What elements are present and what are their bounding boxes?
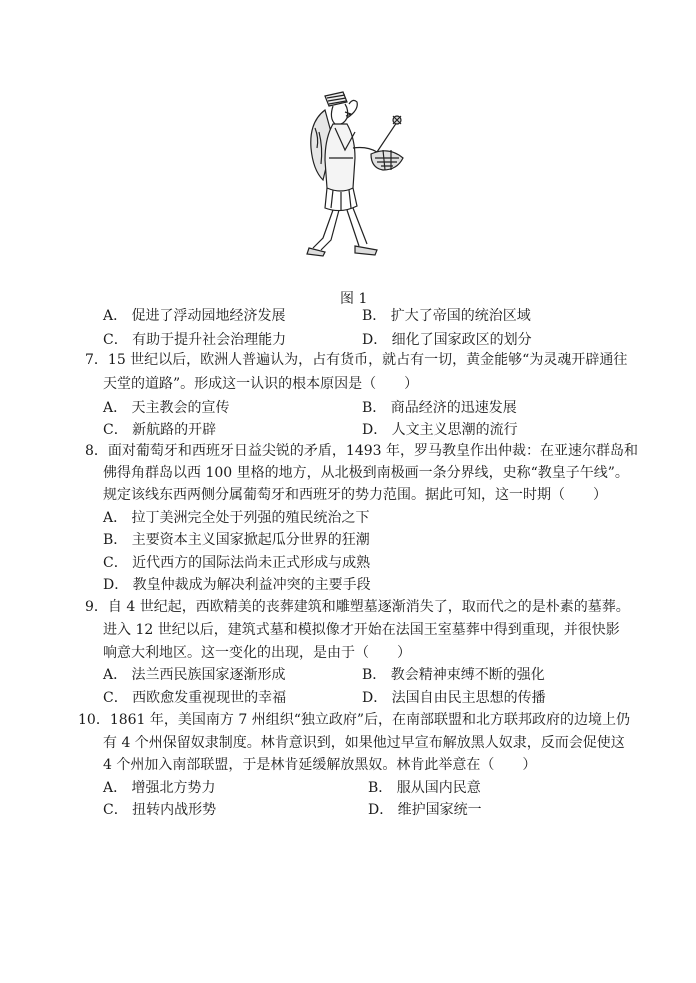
q7-option-d: D． 人文主义思潮的流行 (362, 422, 518, 438)
q9-stem-line-3: 响意大利地区。这一变化的出现，是由于（ ） (103, 645, 411, 661)
q9-stem-line-2: 进入 12 世纪以后，建筑式墓和模拟像才开始在法国王室墓葬中得到重现，并很快影 (103, 622, 620, 638)
q6-option-a: A． 促进了浮动园地经济发展 (103, 308, 286, 324)
q9-option-d: D． 法国自由民主思想的传播 (362, 690, 546, 706)
q8-option-a: A． 拉丁美洲完全处于列强的殖民统治之下 (103, 510, 370, 526)
q9-option-b: B． 教会精神束缚不断的强化 (362, 667, 545, 683)
q7-option-b: B． 商品经济的迅速发展 (362, 400, 517, 416)
q7-stem-line-1: 7．15 世纪以后，欧洲人普遍认为，占有货币，就占有一切，黄金能够“为灵魂开辟通往 (85, 352, 628, 368)
q9-stem-line-1: 9．自 4 世纪起，西欧精美的丧葬建筑和雕塑墓逐渐消失了，取而代之的是朴素的墓葬。 (85, 599, 630, 615)
q7-option-c: C． 新航路的开辟 (103, 422, 217, 438)
q10-option-c: C． 扭转内战形势 (103, 802, 217, 818)
q8-option-b: B． 主要资本主义国家掀起瓜分世界的狂潮 (103, 532, 370, 548)
q6-option-d: D． 细化了国家政区的划分 (362, 332, 532, 348)
figure-caption: 图 1 (340, 291, 368, 307)
q10-stem-line-2: 有 4 个州保留奴隶制度。林肯意识到，如果他过早宣布解放黑人奴隶，反而会促使这 (103, 735, 625, 751)
q10-stem-line-1: 10．1861 年，美国南方 7 州组织“独立政府”后，在南部联盟和北方联邦政府的边境上仍 (78, 712, 631, 728)
q8-option-c: C． 近代西方的国际法尚未正式形成与成熟 (103, 555, 371, 571)
q9-option-a: A． 法兰西民族国家逐渐形成 (103, 667, 286, 683)
q7-stem-line-2: 天堂的道路”。形成这一认识的根本原因是（ ） (103, 376, 419, 392)
q10-option-d: D． 维护国家统一 (368, 802, 482, 818)
aztec-figure-illustration (285, 88, 405, 266)
q6-option-c: C． 有助于提升社会治理能力 (103, 332, 287, 348)
q8-option-d: D． 教皇仲裁成为解决利益冲突的主要手段 (103, 577, 371, 593)
q10-option-a: A． 增强北方势力 (103, 780, 216, 796)
q6-option-b: B． 扩大了帝国的统治区域 (362, 308, 531, 324)
q8-stem-line-2: 佛得角群岛以西 100 里格的地方，从北极到南极画一条分界线，史称“教皇子午线”。 (103, 465, 629, 481)
q9-option-c: C． 西欧愈发重视现世的幸福 (103, 690, 287, 706)
q7-option-a: A． 天主教会的宣传 (103, 400, 230, 416)
q8-stem-line-1: 8．面对葡萄牙和西班牙日益尖锐的矛盾，1493 年，罗马教皇作出仲裁：在亚速尔群岛和 (85, 443, 638, 459)
q10-stem-line-3: 4 个州加入南部联盟，于是林肯延缓解放黑奴。林肯此举意在（ ） (103, 757, 537, 773)
q10-option-b: B． 服从国内民意 (368, 780, 481, 796)
q8-stem-line-3: 规定该线东西两侧分属葡萄牙和西班牙的势力范围。据此可知，这一时期（ ） (103, 487, 607, 503)
